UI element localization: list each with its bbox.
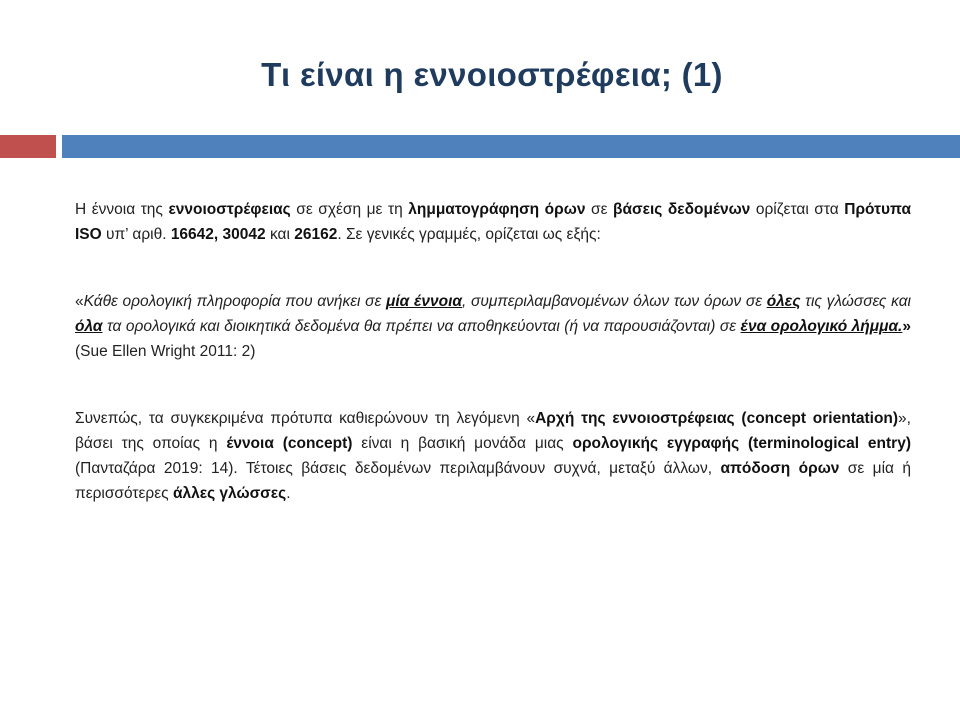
bold-term: Αρχή της εννοιοστρέφειας (concept orientation) xyxy=(535,410,899,427)
slide-body xyxy=(75,197,911,506)
paragraph-concept-orientation xyxy=(75,406,911,506)
bold-term: έννοια (concept) xyxy=(226,435,353,452)
quote-text: , συμπεριλαμβανομένων όλων των όρων σε xyxy=(462,293,767,310)
title-divider-bar xyxy=(62,135,960,158)
text-run: υπ’ αριθ. xyxy=(101,226,171,243)
quote-text: Κάθε ορολογική πληροφορία που ανήκει σε xyxy=(83,293,387,310)
quote-text: τα ορολογικά και διοικητικά δεδομένα θα πρέπει να αποθηκεύονται (ή να παρουσιάζονται) σε xyxy=(102,318,741,335)
quote-emphasis: όλα xyxy=(75,318,103,335)
text-run: . Σε γενικές γραμμές, ορίζεται ως εξής: xyxy=(337,226,601,243)
bold-term: 26162 xyxy=(294,226,338,243)
text-run: σε μία ή περισσότερες xyxy=(75,460,911,502)
bold-term: απόδοση όρων xyxy=(720,460,840,477)
quote-emphasis: ένα ορολογικό λήμμα. xyxy=(740,318,903,335)
bold-term: ορολογικής εγγραφής (terminological entry) xyxy=(572,435,911,452)
quote-text: τις γλώσσες και xyxy=(800,293,911,310)
text-run: σε σχέση με τη xyxy=(290,201,409,218)
quote-mark: « xyxy=(75,293,84,310)
text-run: Η έννοια της xyxy=(75,201,169,218)
text-run: », βάσει της οποίας η xyxy=(75,410,911,452)
paragraph-quote xyxy=(75,289,911,364)
text-run: (Πανταζάρα 2019: 14). Τέτοιες βάσεις δεδομένων περιλαμβάνουν συχνά, μεταξύ άλλων, xyxy=(75,460,721,477)
bold-term: άλλες γλώσσες xyxy=(172,485,287,502)
citation: (Sue Ellen Wright 2011: 2) xyxy=(75,343,256,360)
text-run: είναι η βασική μονάδα μιας xyxy=(352,435,573,452)
text-run: και xyxy=(265,226,295,243)
bold-term: 16642, 30042 xyxy=(170,226,266,243)
text-run: ορίζεται στα xyxy=(750,201,845,218)
text-run: Συνεπώς, τα συγκεκριμένα πρότυπα καθιερώνουν τη λεγόμενη « xyxy=(75,410,536,427)
quote-emphasis: όλες xyxy=(766,293,801,310)
bold-term: λημματογράφηση όρων xyxy=(408,201,586,218)
text-run: . xyxy=(286,485,291,502)
quote-emphasis: μία έννοια xyxy=(386,293,463,310)
bold-term: βάσεις δεδομένων xyxy=(613,201,751,218)
paragraph-iso-definition xyxy=(75,197,911,247)
slide-title: Τι είναι η εννοιοστρέφεια; (1) xyxy=(261,56,723,93)
title-accent-bar xyxy=(0,135,56,158)
text-run: σε xyxy=(585,201,614,218)
bold-term: Πρότυπα ISO xyxy=(75,201,911,243)
bold-term: εννοιοστρέφειας xyxy=(168,201,291,218)
quote-mark: » xyxy=(902,318,911,335)
